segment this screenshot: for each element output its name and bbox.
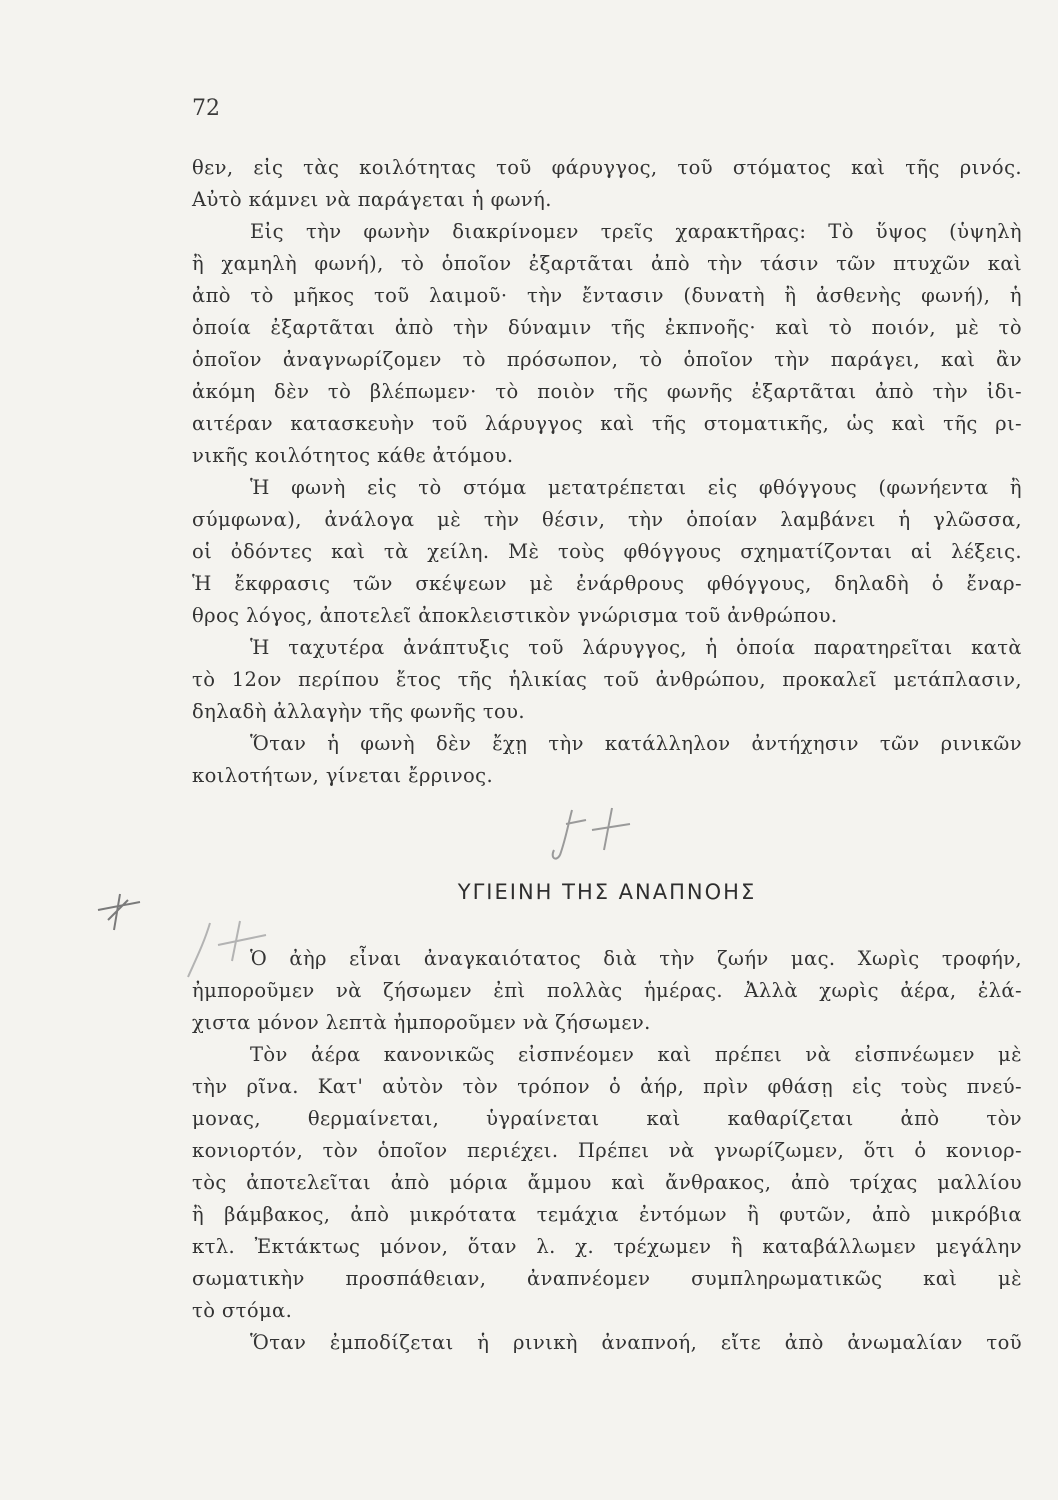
section-paragraphs [192, 943, 1022, 1359]
text-line: σωματικὴν προσπάθειαν, ἀναπνέομεν συμπληρωματικῶς καὶ μὲ [192, 1267, 1022, 1290]
text-line: κτλ. Ἐκτάκτως μόνον, ὅταν λ. χ. τρέχωμεν ἢ καταβάλλωμεν μεγάλην [192, 1235, 1022, 1258]
text-line: τὸ στόμα. [192, 1299, 293, 1322]
text-line: νικῆς κοιλότητος κάθε ἀτόμου. [192, 444, 514, 467]
text-line: κονιορτόν, τὸν ὁποῖον περιέχει. Πρέπει νὰ γνωρίζωμεν, ὅτι ὁ κονιορ- [192, 1139, 1022, 1162]
text-line: οἱ ὀδόντες καὶ τὰ χείλη. Μὲ τοὺς φθόγγους σχηματίζονται αἱ λέξεις. [192, 540, 1022, 563]
text-line: σύμφωνα), ἀνάλογα μὲ τὴν θέσιν, τὴν ὁποίαν λαμβάνει ἡ γλῶσσα, [192, 508, 1022, 531]
text-line: ἠμποροῦμεν νὰ ζήσωμεν ἐπὶ πολλὰς ἡμέρας. Ἀλλὰ χωρὶς ἀέρα, ἐλά- [192, 979, 1022, 1002]
text-line: Ἡ φωνὴ εἰς τὸ στόμα μετατρέπεται εἰς φθόγγους (φωνήεντα ἢ [250, 476, 1022, 499]
text-line: δηλαδὴ ἀλλαγὴν τῆς φωνῆς του. [192, 700, 525, 723]
text-line: ὁποῖον ἀναγνωρίζομεν τὸ πρόσωπον, τὸ ὁποῖον τὴν παράγει, καὶ ἂν [192, 348, 1022, 371]
text-line: ὁποία ἐξαρτᾶται ἀπὸ τὴν δύναμιν τῆς ἐκπνοῆς· καὶ τὸ ποιόν, μὲ τὸ [192, 316, 1022, 339]
text-line: Αὐτὸ κάμνει νὰ παράγεται ἡ φωνή. [192, 188, 552, 211]
text-line: Ἡ ἔκφρασις τῶν σκέψεων μὲ ἐνάρθρους φθόγγους, δηλαδὴ ὁ ἔναρ- [192, 572, 1022, 595]
text-line: Ἡ ταχυτέρα ἀνάπτυξις τοῦ λάρυγγος, ἡ ὁποία παρατηρεῖται κατὰ [250, 636, 1022, 659]
text-line: ἀκόμη δὲν τὸ βλέπωμεν· τὸ ποιὸν τῆς φωνῆς ἐξαρτᾶται ἀπὸ τὴν ἰδι- [192, 380, 1022, 403]
text-line: θεν, εἰς τὰς κοιλότητας τοῦ φάρυγγος, τοῦ στόματος καὶ τῆς ρινός. [192, 156, 1022, 179]
text-line: κοιλοτήτων, γίνεται ἔρρινος. [192, 764, 494, 787]
handwritten-mark [90, 890, 150, 940]
text-line: τὸς ἀποτελεῖται ἀπὸ μόρια ἄμμου καὶ ἄνθρακος, ἀπὸ τρίχας μαλλίου [192, 1171, 1022, 1194]
text-line: ἢ βάμβακος, ἀπὸ μικρότατα τεμάχια ἐντόμων ἢ φυτῶν, ἀπὸ μικρόβια [192, 1203, 1022, 1226]
page-number: 72 [192, 96, 220, 121]
text-line: ἀπὸ τὸ μῆκος τοῦ λαιμοῦ· τὴν ἔντασιν (δυνατὴ ἢ ἀσθενὴς φωνή), ἡ [192, 284, 1022, 307]
handwritten-mark [530, 800, 650, 870]
text-line: Ὁ ἀὴρ εἶναι ἀναγκαιότατος διὰ τὴν ζωήν μας. Χωρὶς τροφήν, [250, 947, 1022, 970]
main-paragraphs [192, 152, 1022, 792]
text-line: μονας, θερμαίνεται, ὑγραίνεται καὶ καθαρίζεται ἀπὸ τὸν [192, 1107, 1022, 1130]
text-line: ἢ χαμηλὴ φωνή), τὸ ὁποῖον ἐξαρτᾶται ἀπὸ τὴν τάσιν τῶν πτυχῶν καὶ [192, 252, 1022, 275]
text-line: Εἰς τὴν φωνὴν διακρίνομεν τρεῖς χαρακτῆρας: Τὸ ὕψος (ὑψηλὴ [250, 220, 1022, 243]
text-line: χιστα μόνον λεπτὰ ἠμποροῦμεν νὰ ζήσωμεν. [192, 1011, 651, 1034]
text-line: τὸ 12ον περίπου ἔτος τῆς ἡλικίας τοῦ ἀνθρώπου, προκαλεῖ μετάπλασιν, [192, 668, 1022, 691]
text-line: Ὅταν ἐμποδίζεται ἡ ρινικὴ ἀναπνοή, εἴτε ἀπὸ ἀνωμαλίαν τοῦ [250, 1331, 1022, 1354]
text-line: Τὸν ἀέρα κανονικῶς εἰσπνέομεν καὶ πρέπει νὰ εἰσπνέωμεν μὲ [250, 1043, 1022, 1066]
text-line: τὴν ρῖνα. Κατ' αὐτὸν τὸν τρόπον ὁ ἀήρ, πρὶν φθάσῃ εἰς τοὺς πνεύ- [192, 1075, 1022, 1098]
text-line: θρος λόγος, ἀποτελεῖ ἀποκλειστικὸν γνώρισμα τοῦ ἀνθρώπου. [192, 604, 838, 627]
section-heading: ΥΓΙΕΙΝΗ ΤΗΣ ΑΝΑΠΝΟΗΣ [457, 880, 757, 904]
text-line: Ὅταν ἡ φωνὴ δὲν ἔχῃ τὴν κατάλληλον ἀντήχησιν τῶν ρινικῶν [250, 732, 1022, 755]
text-line: αιτέραν κατασκευὴν τοῦ λάρυγγος καὶ τῆς στοματικῆς, ὡς καὶ τῆς ρι- [192, 412, 1022, 435]
